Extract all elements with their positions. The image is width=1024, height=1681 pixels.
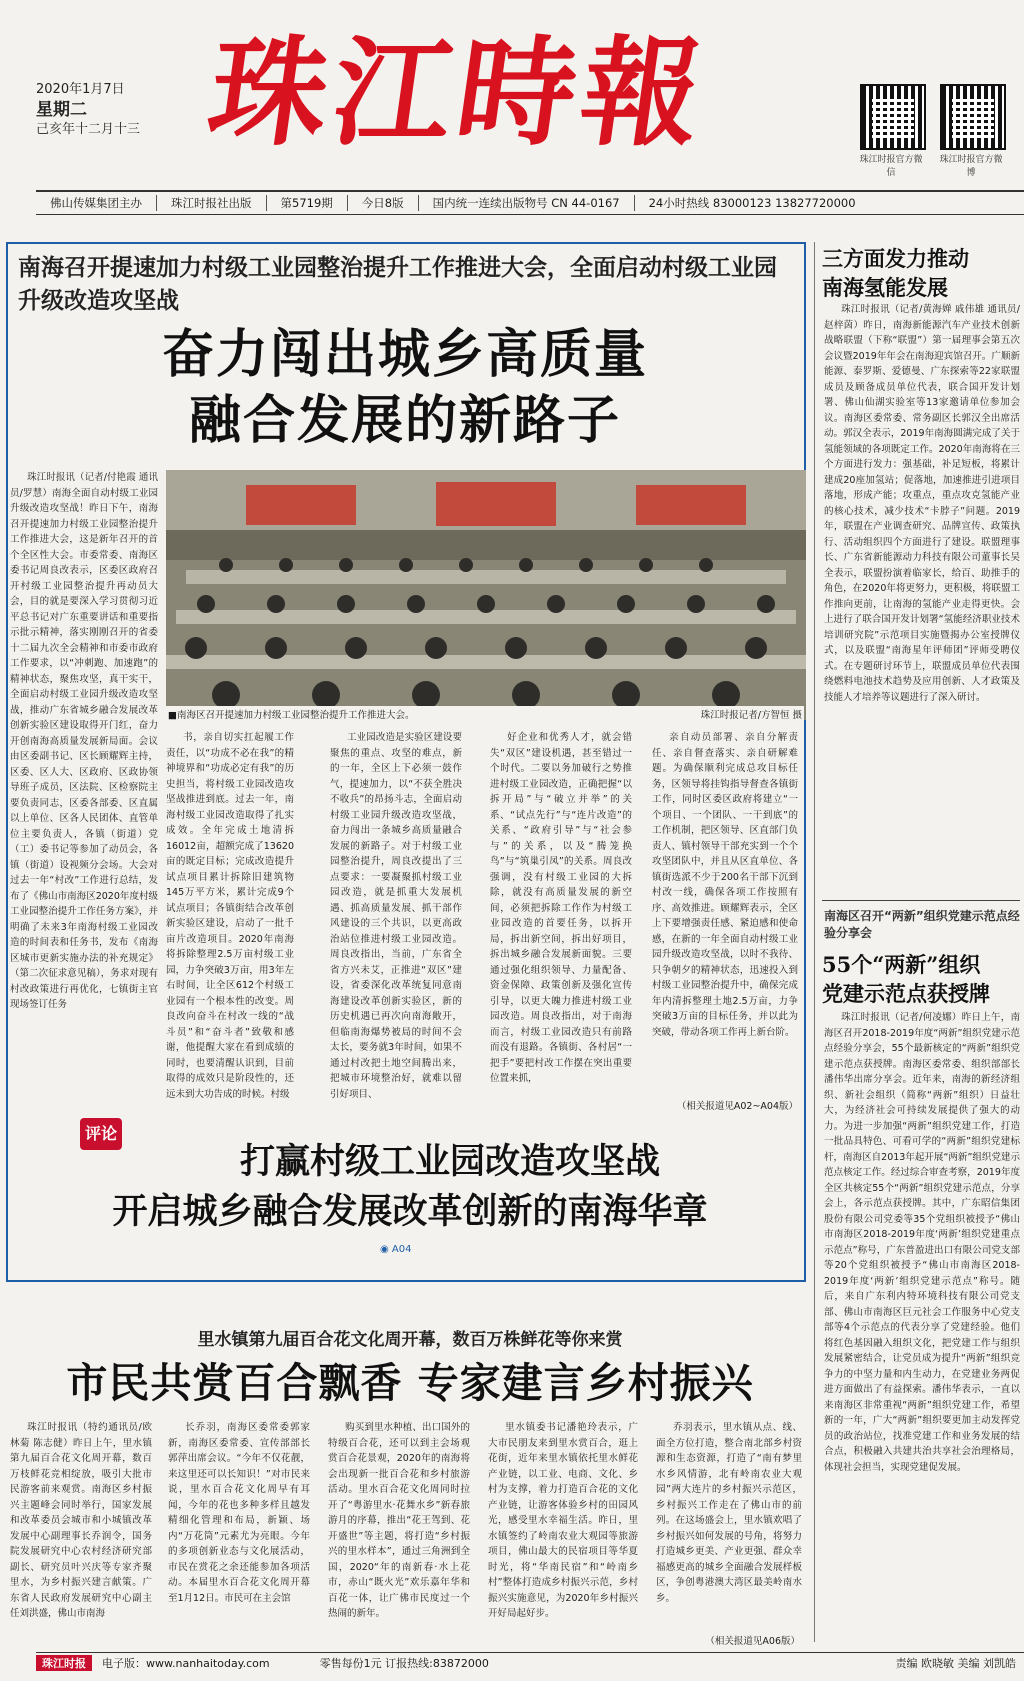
- lead-column-1: 珠江时报讯（记者/付艳霞 通讯员/罗慧）南海全面自动村级工业园升级改造攻坚战！昨日下午，南海召开提速加力村级工业园整治提升工作推进大会，这是新年召开的首个全区性大会。市委常委、南海区委书记周良改表示，区委区政府召开村级工业园整治提升再动员大会，目的就是要深入学习贯彻习近平总书记对广东重要讲话和重要指示批示精神，落实刚刚召开的省委十二届九次全会精神和市委市政府工作要求，以“冲刺跑、加速跑”的精神状态，聚焦攻坚，真干实干，全面启动村级工业园升级改造攻坚战，推动广东省城乡融合发展改革创新实验区建设取得开门红，奋力开创南海高质量发展新局面。会议由区委副书记、区长顾耀辉主持，区委、区人大、区政府、区政协领导班子成员，区法院、区检察院主要负责同志，区委各部委、区直属以上单位、区各人民团体、直管单位主要负责人，各镇（街道）党（工）委书记等参加了动员会，各镇（街道）设视频分会场。大会对过去一年“村改”工作进行总结，发布了《佛山市南海区2020年度村级工业园整治提升工作任务方案》，并明确了未来3年南海村级工业园改造的时间表和任务书，发布《南海区城市更新实施办法的补充规定》（第二次征求意见稿），务求对现有村改政策进行再优化，七镇街主官现场签订任务: [10, 472, 158, 1010]
- newspaper-logo: [200, 18, 810, 168]
- meeting-photo[interactable]: [166, 470, 806, 720]
- qr1-caption: 珠江时报官方微信: [859, 155, 923, 178]
- bottom-column-3: 购买到里水种植、出口国外的特级百合花，还可以到主会场观赏百合花景观，2020年的南海将会出现新一批百合花和乡村旅游活动。里水百合花文化周同时拉开了“粤游里水·花舞水乡”新春旅游月的序幕，推出“花王驾到、花开盛世”等主题，将打造“乡村振兴的里水样本”，通过三角洲到全国，2020“年的南新春·水上花市，赤山“既火光”欢乐嘉年华和百花一体，让广佛市民度过一个热闹的新年。: [328, 1422, 470, 1619]
- footer-site[interactable]: 电子版：www.nanhaitoday.com: [102, 1657, 270, 1670]
- right2-body: 珠江时报讯（记者/何凌娜）昨日上午，南海区召开2018-2019年度“两新”组织党建示范点经验分享会，55个最新核定的“两新”组织党建示范点获授牌。南海区委常委、组织部部长潘伟华出席分享会。近年来，南海的新经济组织、新社会组织（简称“两新”组织）日益壮大，为经济社会可持续发展提供了强大的动力。为进一步加强“两新”组织党建工作，打造一批品具特色、可看可学的“两新”组织党建标杆，南海区自2013年起开展“两新”组织党建示范点核定工作。经过综合审查考察，2019年度全区共核定55个“两新”组织党建示范点，分享会上，各示范点获授牌。其中，广东昭信集团股份有限公司党委等35个党组织被授予“佛山市南海区2018-2019年度‘两新’组织党建重点示范点”称号，广东普盈进出口有限公司党支部等20个党组织被授予“佛山市南海区2018-2019年度‘两新’组织党建示范点”称号。随后，来自广东利内特环境科技有限公司党支部、佛山市南海区巨元社会工作服务中心党支部等4个示范点的代表分享了党建经验。他们将红色基因融入组织文化，把党建工作与组织发展紧密结合，让党员成为提升“两新”组织竞争力的中坚力量和内生动力，在党建业务两促进方面做出了有益探索。潘伟华表示，一直以来南海区非常重视“两新”组织党建工作，希望新的一年，广大“两新”组织要更加主动发挥党员的政治站位，找准党建工作和业务发展的结合点，积极融入共建共治共享社会治理格局，体现社会担当，实现党建促发展。: [824, 1012, 1020, 1473]
- bottom-related-ref[interactable]: （相关报道见A06版）: [705, 1636, 800, 1647]
- right-column-divider: [814, 242, 815, 1642]
- weibo-qr-icon[interactable]: [940, 84, 1006, 150]
- bottom-column-5: 乔羽表示，里水镇从点、线、面全方位打造，整合南北部乡村资源和生态资源，打造了“南有梦里水乡风情游，北有岭南农业大观园”两大连片的乡村振兴示范区，乡村振兴工作走在了佛山市的前列。在这场盛会上，里水镇欢唱了乡村振兴如何发展的号角，将努力打造城乡更美、产业更强、群众幸福感更高的城乡全面融合发展样板区，争创粤港澳大湾区最美岭南水乡。: [656, 1422, 802, 1604]
- bottom-column-4: 里水镇委书记潘艳玲表示，广大市民朋友来到里水赏百合，逛上花街，近年来里水镇依托里水鲜花产业链，以工业、电商、文化、乡村为支撑，着力打造百合花的文化产业链，让游客体验乡村的田园风光，感受里水幸福生活。昨日，里水镇签约了岭南农业大观园等旅游项目，佛山最大的民宿项目等华夏时光，将“华南民宿”和“岭南乡村”整体打造成乡村振兴示范，乡村振兴实施意见，为2020年乡村振兴开好局起好步。: [488, 1422, 638, 1619]
- photo-caption-text: ■南海区召开提速加力村级工业园整治提升工作推进大会。: [168, 710, 415, 721]
- info-publisher: 佛山传媒集团主办: [36, 195, 157, 211]
- photo-caption: [166, 706, 804, 722]
- info-cn: 国内统一连续出版物号 CN 44-0167: [419, 195, 635, 211]
- right-section-divider: [822, 900, 1020, 901]
- info-bar: [36, 190, 1024, 215]
- wechat-qr-icon[interactable]: [860, 84, 926, 150]
- lead-headline-line2: 融合发展的新路子: [188, 391, 621, 451]
- lead-column-4: 好企业和优秀人才，就会错失“双区”建设机遇，甚至错过一个时代。二要以务加破行之势推进村级工业园改造，正确把握“以拆开局”与“破立并举”的关系、“试点先行”与“连片改造”的关系、“政府引导”与“社会参与”的关系，以及“腾笼换鸟”与“筑巢引凤”的关系。周良改强调，没有村级工业园的大拆除，就没有高质量发展的新空间，必须把拆除工作作为村级工业园改造的首要任务，以拆开局，拆出新空间，拆出好项目，拆出城乡融合发展新面貌。三要通过强化组织领导、力量配备、资金保障、政策创新及强化宣传引导，以更大魄力推进村级工业园改造。周良改指出，对于南海而言，村级工业园改造只有前路而没有退路。各镇街、各村居“一把手”要把村改工作摆在突出重要位置来抓，: [490, 732, 632, 1084]
- weekday: 星期二: [36, 100, 87, 120]
- photo-credit: 珠江时报记者/方智恒 摄: [700, 710, 802, 721]
- right2-kicker: 南海区召开“两新”组织党建示范点经验分享会: [824, 909, 1020, 940]
- info-hotline: 24小时热线 83000123 13827720000: [648, 196, 856, 210]
- info-press: 珠江时报社出版: [157, 195, 267, 211]
- info-issue: 第5719期: [267, 195, 348, 211]
- footer-price: 零售每份1元 订报热线:83872000: [319, 1657, 489, 1670]
- bottom-column-2: 长乔羽，南海区委常委郭家新，南海区委常委、宣传部部长郭萍出席会议。“今年不仅花靓，来这里还可以长知识！”对市民来说，里水百合花文化周早有耳闻，今年的花也多种多样且越发精细化管理和布局，新颖、场内“万花筒”元素尤为亮眼。今年的多项创新业态与文化展活动，市民在赏花之余还能参加各项活动。本届里水百合花文化周开幕至1月12日。市民可在主会馆: [168, 1422, 310, 1604]
- bottom-headline[interactable]: 市民共赏百合飘香 专家建言乡村振兴: [66, 1359, 754, 1407]
- lead-column-3: 工业园改造是实验区建设要聚焦的重点、攻坚的难点，新的一年，全区上下必须一鼓作气，提速加力，以“不获全胜决不收兵”的昂扬斗志，全面启动村级工业园升级改造攻坚战，奋力闯出一条城乡高质量融合发展的新路子。对于村级工业园整治提升，周良改提出了三点要求：一要凝聚抓村级工业园改造，就是抓重大发展机遇、抓高质量发展、抓干部作风建设的三个共识，以更高政治站位推进村级工业园改造。周良改指出，当前，广东省全省方兴未艾，正推进“双区”建设，省委深化改革统复同意南海建设改革创新实验区，新的历史机遇已再次向南海敞开，但临南海爆势被局的时间不会太长，要务就3年时间，如果不通过村改把土地空间腾出来，把城市环境整治好，就难以留引好项目、: [330, 732, 462, 1100]
- lead-column-5: 亲自动员部署、亲自分解责任、亲自督查落实、亲自研解难题。为确保顺利完成总攻目标任务，区领导将挂钩指导督查各镇街工作，同时区委区政府将建立“一个项目、一个团队、一干到底”的工作机制，把区领导、区直部门负责人、镇村领导干部充实到一个个攻坚团队中，并且从区直单位、各镇街选派不少于200名干部下沉到村改一线，确保各项工作按照有序、高效推进。顾耀辉表示，全区上下要增强责任感、紧迫感和使命感，在新的一年全面自动村级工业园升级改造攻坚战，以时不我待、只争朝夕的精神状态，迅速投入到村级工业园整治提升中，确保完成年内清拆整理土地2.5万亩，力争突破3万亩的目标任务，并以此为突破，带动各项工作再上新台阶。: [652, 732, 798, 1038]
- logo-text: 珠江時報: [200, 23, 716, 162]
- lead-headline[interactable]: [40, 322, 770, 454]
- date-block: [36, 80, 140, 140]
- bottom-column-1: 珠江时报讯（特约通讯员/欧林菊 陈志健）昨日上午，里水镇第九届百合花文化周开幕，数百万枝鲜花竞相绽放，吸引大批市民游客前来观赏。南海区乡村振兴主题峰会同时举行，国家发展和改革委员会城市和小城镇改革发展中心副理事长乔润令，国务院发展研究中心农村经济研究部副长、研究员叶兴庆等专家齐聚里水，为乡村振兴建言献策。广东省人民政府发展研究中心副主任刘洪盛，佛山市南海: [10, 1422, 152, 1619]
- commentary-icon: 评论: [80, 1118, 122, 1150]
- info-pages: 今日8版: [348, 195, 419, 211]
- footer-brand: 珠江时报: [36, 1655, 92, 1671]
- right2-title[interactable]: 55个“两新”组织 党建示范点获授牌: [822, 952, 990, 1006]
- commentary-title-line2[interactable]: 开启城乡融合发展改革创新的南海华章: [112, 1192, 708, 1232]
- footer-editor: 责编 欧晓敏 美编 刘凯皓: [895, 1657, 1016, 1670]
- lead-headline-line1: 奋力闯出城乡高质量: [161, 325, 648, 385]
- meeting-photo-image: [166, 470, 806, 720]
- page-ref-icon: ◉: [380, 1244, 389, 1255]
- bottom-kicker: 里水镇第九届百合花文化周开幕，数百万株鲜花等你来赏: [197, 1330, 623, 1350]
- right1-body: 珠江时报讯（记者/黄海婵 戚伟雄 通讯员/赵梓茵）昨日，南海新能源汽车产业技术创新战略联盟（下称“联盟”）第一届理事会第五次会议暨2019年年会在南海迎宾馆召开。广顺新能源、泰罗斯、爱德曼、广东探索等22家联盟成员及顾备成员单位代表，联合国开发计划署、佛山仙湖实验室等13家邀请单位参加会议。南海区委常委、常务副区长郭汉全出席活动。郭汉全表示，2019年南海圆满完成了关于氢能领域的各项既定工作。2020年南海将在三个方面进行发力：强基础，补足短板，将累计建成20座加氢站；促落地，加速推进引进项目落地，形成产能；攻重点，重点攻克氢能产业的核心技术，减少技术“卡脖子”问题。2019年，联盟在产业调查研究、品牌宣传、政策执行、活动组织四个方面进行了建设。联盟理事长、广东省新能源动力科技有限公司董事长吴全表示，联盟扮演着临家长，给百、助推手的角色，在2020年将更努力，更积极，将联盟工作推向更前，让南海的氢能产业走得更快。会上进行了联合国开发计划署“氢能经济职业技术培训研究院”示范项目实施暨揭办公室授牌仪式，以及联盟“南海星年评师团”评师受聘仪式。在专题研讨环节上，联盟成员单位代表围绕燃料电池技术趋势及应用创新、人才政策及技能人才培养等议题进行了深入研讨。: [824, 304, 1020, 703]
- lunar-date: 己亥年十二月十三: [36, 122, 141, 137]
- right1-title[interactable]: 三方面发力推动 南海氢能发展: [822, 246, 969, 300]
- qr2-caption: 珠江时报官方微博: [939, 155, 1003, 178]
- commentary-page-ref[interactable]: ◉ A04: [380, 1244, 412, 1255]
- lead-subhead[interactable]: 南海召开提速加力村级工业园整治提升工作推进大会，全面启动村级工业园升级改造攻坚战: [18, 255, 777, 314]
- lead-related-ref[interactable]: （相关报道见A02~A04版）: [676, 1101, 798, 1112]
- lead-column-2: 书，亲自切实扛起履工作责任，以“功成不必在我”的精神境界和“功成必定有我”的历史担当，将村级工业园改造攻坚战推进到底。过去一年，南海村级工业园改造取得了扎实成效。全年完成土地清拆16012亩，超额完成了13620亩的既定目标；完成改造提升试点项目累计拆除旧建筑物145万平方米，累计完成9个试点项目；各镇街结合改革创新实验区建设，启动了一批千亩片改造项目。2020年南海将拆除整理2.5万亩村级工业园，力争突破3万亩，用3年左右时间，让全区612个村级工业园有一个根本性的改变。周良改向奋斗在村改一线的“战斗员”和“奋斗者”致敬和感谢，他提醒大家在看到成绩的同时，也要清醒认识到，目前取得的成效只是阶段性的，还远未到大功告成的时候。村级: [166, 732, 294, 1100]
- footer-bar: [36, 1652, 1024, 1673]
- date: 2020年1月7日: [36, 82, 125, 97]
- commentary-title-line1[interactable]: 打赢村级工业园改造攻坚战: [239, 1142, 660, 1182]
